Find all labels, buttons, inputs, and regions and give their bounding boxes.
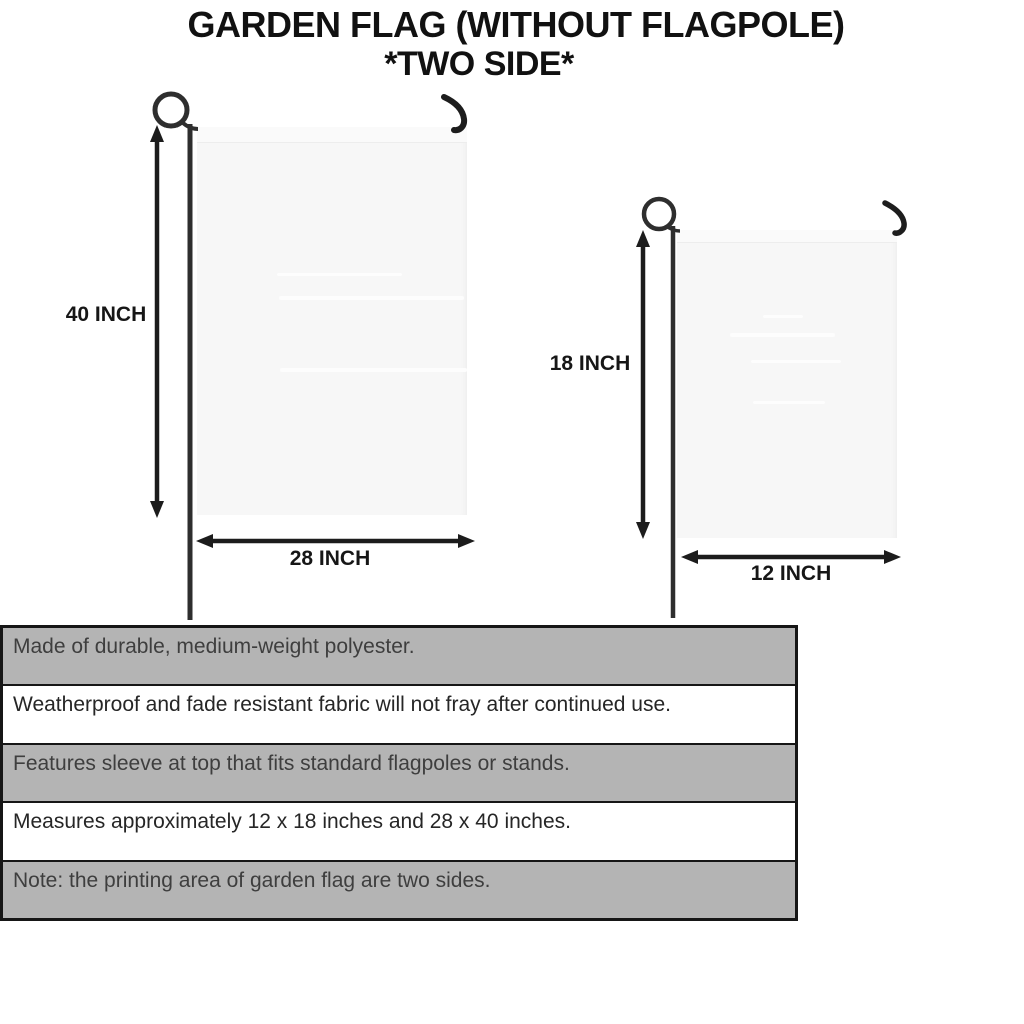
- small-flag-clip-icon: [885, 203, 904, 233]
- fabric-crease: [730, 333, 835, 337]
- fabric-crease: [751, 360, 841, 363]
- large-flag-height-arrow: [150, 125, 164, 518]
- fabric-crease: [279, 296, 464, 300]
- large-flag-sleeve: [197, 127, 467, 143]
- large-flag-pole-loop-icon: [155, 94, 187, 126]
- large-flag-width-arrow: [196, 534, 475, 548]
- feature-row: Note: the printing area of garden flag are two sides.: [3, 862, 795, 918]
- large-flag-width-label: 28 INCH: [289, 547, 371, 570]
- small-flag-pole-loop-icon: [644, 199, 674, 229]
- large-flag-fabric: [197, 127, 467, 515]
- fabric-crease: [277, 273, 402, 276]
- fabric-crease: [763, 315, 803, 318]
- fabric-crease: [753, 401, 825, 404]
- page-subtitle: *TWO SIDE*: [384, 45, 574, 83]
- large-flag-clip-icon: [444, 97, 464, 130]
- small-flag-width-label: 12 INCH: [750, 562, 832, 585]
- large-flag-height-label: 40 INCH: [65, 303, 147, 326]
- feature-table: [0, 625, 798, 921]
- feature-row: Made of durable, medium-weight polyester.: [3, 628, 795, 686]
- small-flag-height-label: 18 INCH: [549, 352, 631, 375]
- small-flag-fabric: [677, 230, 897, 538]
- feature-row: Measures approximately 12 x 18 inches and 28 x 40 inches.: [3, 803, 795, 861]
- feature-row: Features sleeve at top that fits standard flagpoles or stands.: [3, 745, 795, 803]
- fabric-crease: [280, 368, 467, 372]
- feature-row: Weatherproof and fade resistant fabric will not fray after continued use.: [3, 686, 795, 744]
- small-flag-sleeve: [677, 230, 897, 243]
- large-flag-pole-bend-icon: [183, 123, 198, 129]
- page-title: GARDEN FLAG (WITHOUT FLAGPOLE): [187, 4, 845, 45]
- small-flag-height-arrow: [636, 230, 650, 539]
